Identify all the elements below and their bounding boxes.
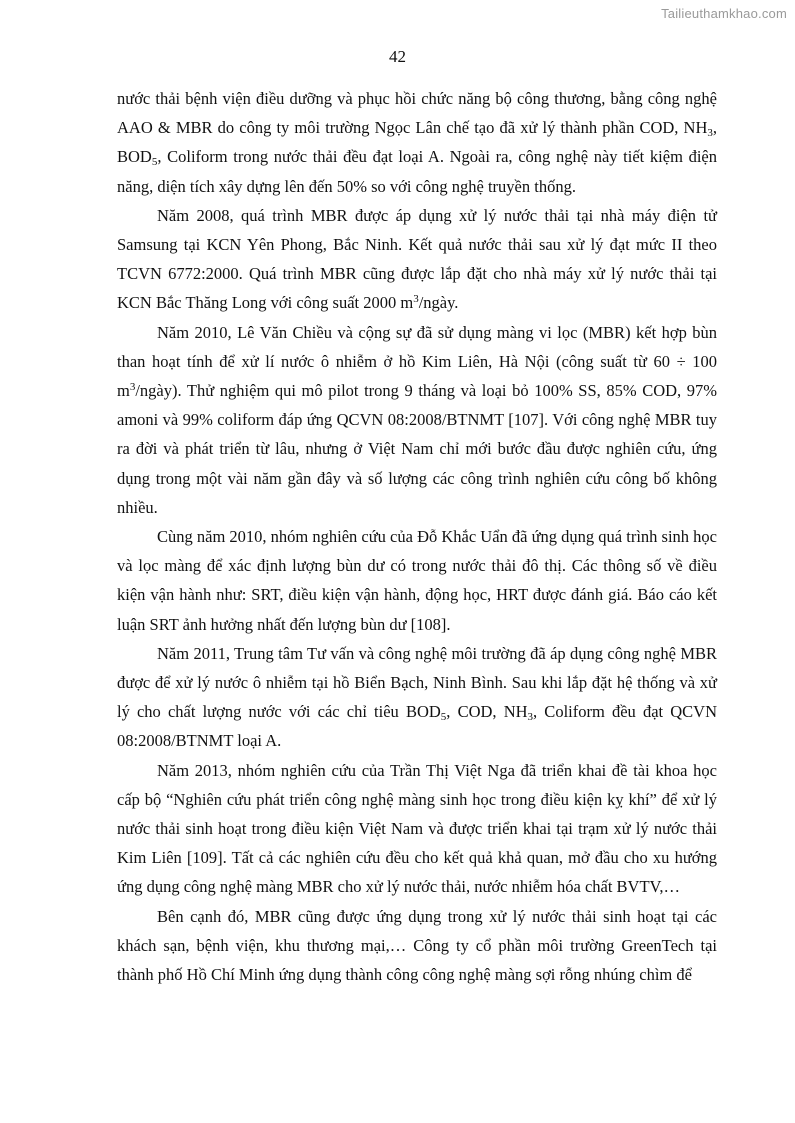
paragraph-6 <box>117 756 717 902</box>
page-number: 42 <box>389 47 406 66</box>
text-run: Năm 2008, quá trình MBR được áp dụng xử lý nước thải tại nhà máy điện tử Samsung tại KCN Yên Phong, Bắc Ninh. Kết quả nước thải sau xử lý đạt mức II theo TCVN 6772:2000. Quá trình MBR cũng được lắp đặt cho nhà máy xử lý nước thải tại KCN Bắc Thăng Long với công suất 2000 m <box>117 205 717 313</box>
text-run: , Coliform trong nước thải đều đạt loại A. Ngoài ra, công nghệ này tiết kiệm điện năng, diện tích xây dựng lên đến 50% so với công nghệ truyền thống. <box>117 147 717 196</box>
subscript: 3 <box>527 711 534 724</box>
text-run: , COD, NH <box>446 702 528 722</box>
paragraph-1 <box>117 84 717 201</box>
text-run: , Coliform đều đạt QCVN 08:2008/BTNMT loại A. <box>117 702 718 751</box>
subscript: 5 <box>440 711 447 724</box>
paragraph-5 <box>117 639 717 756</box>
subscript: 3 <box>707 127 713 140</box>
text-run: Bên cạnh đó, MBR cũng được ứng dụng trong xử lý nước thải sinh hoạt tại các khách sạn, bệnh viện, khu thương mại,… Công ty cổ phần môi trường GreenTech tại thành phố Hồ Chí Minh ứng dụng thành công công nghệ màng sợi rỗng nhúng chìm để <box>117 906 717 985</box>
superscript: 3 <box>129 381 136 394</box>
paragraph-2 <box>117 201 717 318</box>
text-run: Cùng năm 2010, nhóm nghiên cứu của Đỗ Khắc Uẩn đã ứng dụng quá trình sinh học và lọc màng để xác định lượng bùn dư có trong nước thải đô thị. Các thông số về điều kiện vận hành như: SRT, điều kiện vận hành, động học, HRT được đánh giá. Báo cáo kết luận SRT ảnh hưởng nhất đến lượng bùn dư [108]. <box>117 527 717 634</box>
text-run: nước thải bệnh viện điều dưỡng và phục hồi chức năng bộ công thương, bằng công nghệ AAO & MBR do công ty môi trường Ngọc Lân chế tạo đã xử lý thành phần COD, NH <box>117 89 717 138</box>
subscript: 5 <box>151 156 158 169</box>
text-run: Năm 2013, nhóm nghiên cứu của Trần Thị Việt Nga đã triển khai đề tài khoa học cấp bộ “Nghiên cứu phát triển công nghệ màng sinh học trong điều kiện kỵ khí” để xử lý nước thải sinh hoạt trong điều kiện Việt Nam và được triển khai tại trạm xử lý nước thải Kim Liên [109]. Tất cả các nghiên cứu đều cho kết quả khả quan, mở đầu cho xu hướng ứng dụng công nghệ màng MBR cho xử lý nước thải, nước nhiễm hóa chất BVTV,… <box>117 760 717 897</box>
watermark-text: Tailieuthamkhao.com <box>661 6 787 21</box>
paragraph-4 <box>117 522 717 639</box>
body-text <box>117 84 717 989</box>
text-run: Năm 2010, Lê Văn Chiều và cộng sự đã sử dụng màng vi lọc (MBR) kết hợp bùn than hoạt tính để xử lí nước ô nhiễm ở hồ Kim Liên, Hà Nội (công suất từ 60 ÷ 100 m <box>117 322 717 401</box>
text-run: /ngày). Thử nghiệm qui mô pilot trong 9 tháng và loại bỏ 100% SS, 85% COD, 97% amoni và 99% coliform đáp ứng QCVN 08:2008/BTNMT [107]. Với công nghệ MBR tuy ra đời và phát triển từ lâu, nhưng ở Việt Nam chỉ mới bước đầu được nghiên cứu, ứng dụng trong một vài năm gần đây và số lượng các công trình nghiên cứu công bố không nhiều. <box>117 381 717 517</box>
text-run: , BOD <box>117 118 717 167</box>
paragraph-7 <box>117 902 717 990</box>
text-run: Năm 2011, Trung tâm Tư vấn và công nghệ môi trường đã áp dụng công nghệ MBR được để xử lý nước ô nhiễm tại hồ Biển Bạch, Ninh Bình. Sau khi lắp đặt hệ thống và xử lý cho chất lượng nước với các chỉ tiêu BOD <box>117 643 717 722</box>
paragraph-3 <box>117 318 717 522</box>
superscript: 3 <box>413 293 419 306</box>
text-run: /ngày. <box>418 293 459 313</box>
